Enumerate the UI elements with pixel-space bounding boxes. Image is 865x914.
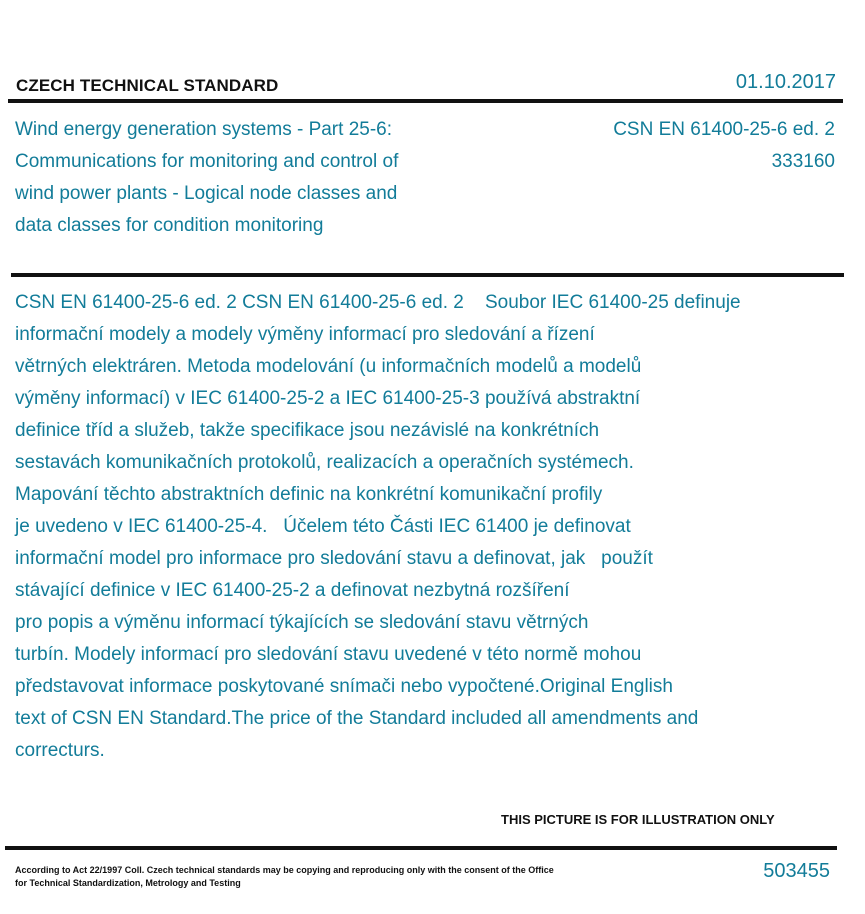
title-line: Wind energy generation systems - Part 25-6:	[15, 119, 393, 140]
publication-date: 01.10.2017	[735, 71, 836, 93]
legal-notice	[15, 864, 615, 890]
abstract-line: text of CSN EN Standard.The price of the Standard included all amendments and	[15, 708, 699, 729]
abstract-line: informační model pro informace pro sledování stavu a definovat, jak použít	[15, 548, 653, 569]
abstract-line: sestavách komunikačních protokolů, realizacích a operačních systémech.	[15, 452, 634, 473]
header-divider	[8, 99, 843, 103]
classification-number: 333160	[771, 151, 835, 172]
abstract-line: je uvedeno v IEC 61400-25-4. Účelem této Části IEC 61400 je definovat	[15, 516, 631, 537]
standard-abstract	[15, 287, 845, 767]
title-line: Communications for monitoring and control of	[15, 151, 399, 172]
title-divider	[11, 273, 844, 277]
abstract-line: turbín. Modely informací pro sledování stavu uvedené v této normě mohou	[15, 644, 642, 665]
legal-line: According to Act 22/1997 Coll. Czech technical standards may be copying and reproducing only with the consent of the Office	[15, 865, 554, 875]
legal-line: for Technical Standardization, Metrology and Testing	[15, 878, 241, 888]
abstract-line: představovat informace poskytované snímači nebo vypočtené.Original English	[15, 676, 673, 697]
title-line: data classes for condition monitoring	[15, 215, 324, 236]
title-line: wind power plants - Logical node classes and	[15, 183, 398, 204]
abstract-line: correcturs.	[15, 740, 105, 761]
footer-divider	[5, 846, 837, 850]
standard-designation: CSN EN 61400-25-6 ed. 2	[613, 119, 835, 140]
abstract-line: stávající definice v IEC 61400-25-2 a definovat nezbytná rozšíření	[15, 580, 570, 601]
standard-title	[15, 114, 485, 242]
abstract-line: pro popis a výměnu informací týkajících se sledování stavu větrných	[15, 612, 589, 633]
abstract-line: definice tříd a služeb, takže specifikace jsou nezávislé na konkrétních	[15, 420, 600, 441]
illustration-disclaimer: THIS PICTURE IS FOR ILLUSTRATION ONLY	[501, 812, 775, 827]
abstract-line: větrných elektráren. Metoda modelování (u informačních modelů a modelů	[15, 356, 642, 377]
abstract-line: CSN EN 61400-25-6 ed. 2 CSN EN 61400-25-6 ed. 2 Soubor IEC 61400-25 definuje	[15, 292, 741, 313]
abstract-line: informační modely a modely výměny informací pro sledování a řízení	[15, 324, 595, 345]
abstract-line: výměny informací) v IEC 61400-25-2 a IEC 61400-25-3 používá abstraktní	[15, 388, 641, 409]
abstract-line: Mapování těchto abstraktních definic na konkrétní komunikační profily	[15, 484, 603, 505]
standard-type-label: CZECH TECHNICAL STANDARD	[16, 76, 279, 95]
document-number: 503455	[763, 860, 830, 882]
standard-code-block	[613, 114, 835, 178]
